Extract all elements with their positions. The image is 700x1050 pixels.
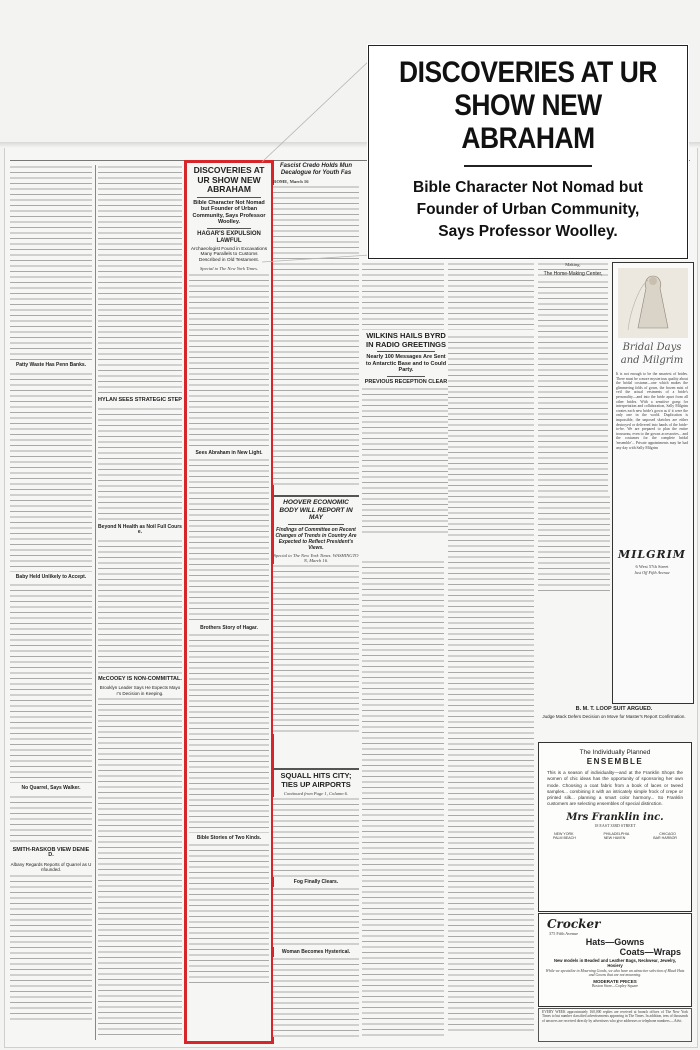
article-deck: Bible Character Not Nomad but Founder of Urban Community, Says Professor Woolley.	[192, 199, 266, 225]
crocker-line-5: MODERATE PRICES	[593, 978, 637, 984]
hoover-article	[273, 495, 359, 765]
franklin-address: 18 EAST 33RD STREET	[594, 822, 636, 828]
squall-body-c	[273, 957, 359, 1037]
wilkins-article	[362, 330, 450, 560]
hoover-body	[273, 564, 359, 734]
bridal-ad-title-1: Bridal Days	[622, 342, 682, 353]
wilkins-deck: Nearly 100 Messages Are Sent to Antarctic Base and to Could Party.	[365, 354, 447, 373]
franklin-city: PHILADELPHIA	[603, 832, 630, 837]
column-5-text	[448, 335, 534, 1035]
crocker-line-2: Coats—Wraps	[619, 946, 681, 957]
left-subhead-6: SMITH-RASKOB VIEW DENIED.	[12, 846, 90, 858]
milgrim-address-2: Just Off Fifth Avenue	[634, 570, 670, 575]
squall-subhead: Fog Finally Clears.	[293, 878, 339, 885]
loop-subdeck: Judge Mack Defers Decision on Move for Master's Report Confirmation.	[542, 714, 686, 719]
crocker-line-1: Hats—Gowns	[585, 936, 645, 947]
left-subhead-2: Baby Held Unlikely to Accept.	[15, 573, 87, 580]
wilkins-body	[362, 387, 450, 537]
headline-callout	[368, 45, 688, 259]
hoover-top-rule	[273, 495, 359, 497]
bridal-ad-title-2: and Milgrim	[620, 355, 684, 366]
loop-headline: B. M. T. LOOP SUIT ARGUED.	[575, 706, 653, 712]
callout-rule	[464, 165, 592, 167]
squall-article	[273, 768, 359, 1040]
franklin-city: NEW YORK	[553, 832, 574, 837]
bridal-ad-body: It is not enough to be the smartest of brides. There must be a more mysterious quality about the bridal costume—one which makes the glimmering folds of gown, the frozen mist of veil the actual vestments of a bride's personality—and into the bride apart from all other brides. With a sensitive grasp for interpretation and collaboration, Sally Milgrim creates each new bride's gown as if it were the only one in the world. Duplication is impossible, the unposed sketches are either destroyed or delivered into hands of the bride-to-be. We are prepared to plan the entire trousseau, even to the gowns accessories... and the costumes for the complete bridal 'ensemble'... Private appointments may be had any day with Sally Milgrim	[616, 372, 688, 450]
franklin-city: CHICAGO	[659, 832, 676, 837]
crocker-address: 375 Fifth Avenue	[549, 931, 578, 936]
callout-deck-line-1: Bible Character Not Nomad but	[413, 178, 643, 196]
left-subhead-8: McCOOEY IS NON-COMMITTAL.	[98, 675, 182, 682]
left-subhead-9: Brooklyn Leader Says He Expects Mayor's Decision in Keeping.	[99, 685, 181, 696]
wine-body	[538, 280, 608, 493]
left-column-body-c	[10, 583, 92, 783]
wine-text: Making.	[565, 262, 581, 267]
loop-body-a	[538, 495, 610, 595]
loop-article	[538, 495, 610, 705]
article-subhead-4: Bible Stories of Two Kinds.	[196, 835, 262, 842]
callout-deck-line-2: Founder of Urban Community,	[416, 200, 640, 218]
squall-subhead-2: Woman Becomes Hysterical.	[281, 948, 351, 955]
left-column-2-body-b	[98, 407, 182, 522]
hoover-headline: HOOVER ECONOMIC BODY WILL REPORT IN MAY	[279, 499, 353, 521]
left-column-body-d	[10, 795, 92, 845]
hoover-dateline: Special to The New York Times. WASHINGTON, March 16.	[273, 552, 359, 563]
franklin-intro: The Individually Planned	[579, 749, 651, 756]
franklin-brand: Mrs Franklin inc.	[566, 811, 664, 823]
crocker-line-4: While we specialize in Mourning Goods, we also have an attractive selection of Black Hats and Gowns that are not mourning.	[545, 968, 685, 978]
crocker-line-3: New models in Beaded and Leather Bags, Neckwear, Jewelry, Hosiery	[553, 957, 677, 968]
franklin-city: PALM BEACH	[552, 836, 576, 841]
article-subdeck: Archaeologist Found in Excavations Many Parallels to Customs Described in Old Testament.	[190, 246, 268, 264]
wilkins-headline: WILKINS HAILS BYRD IN RADIO GREETINGS	[365, 331, 446, 349]
article-subhead-2: Sees Abraham in New Light.	[195, 450, 263, 457]
franklin-ad	[538, 742, 692, 912]
franklin-cities-row-2	[539, 836, 691, 840]
wilkins-subhead: PREVIOUS RECEPTION CLEAR	[364, 378, 448, 385]
article-headline: DISCOVERIES AT UR SHOW NEW ABRAHAM	[193, 165, 265, 194]
left-subhead-3: HYLAN SEES STRATEGIC STEP	[98, 397, 182, 403]
callout-headline-line-2: SHOW NEW ABRAHAM	[454, 89, 602, 155]
article-subhead-3: Brothers Story of Hagar.	[200, 625, 258, 632]
wine-headline: The Home-Making Center,	[543, 270, 603, 277]
article-body-d	[189, 843, 269, 983]
crocker-ad	[538, 913, 692, 1007]
squall-body-a	[273, 797, 359, 877]
franklin-city: BAR HARBOR	[653, 836, 678, 841]
wilkins-rule	[377, 351, 435, 352]
franklin-body: This is a season of individuality—and at the Franklin Shops the women of chic ideas has the opportunity of sponsoring her own mode. Choosing a coat fabric from a book of laces or tweed samples... combining it with an intricately simple frock of crepe or printed silk... planning a smart color harmony... So Franklin customers are selecting ensembles of special distinction.	[547, 770, 683, 807]
left-subhead-7: Albany Regards Reports of Quarrel as Unfounded.	[10, 861, 92, 872]
left-subhead-1: Patty Waste Has Penn Banks.	[15, 362, 87, 368]
callout-deck-line-3: Says Professor Woolley.	[438, 222, 618, 240]
want-ads-text: EVERY WEEK approximately 160,000 replies are received at branch offices of The New York Times to but number classified advertisements appearing in The Times. In addition, tens of thousands of answers are received directly by advertisers who give addresses or telephone numbers.—Advt.	[542, 1010, 688, 1023]
milgrim-address-1: 6 West 57th Street	[635, 564, 669, 569]
column-4-lower	[362, 560, 444, 1040]
fascist-headline: Fascist Credo Holds Mun Decalogue for Youth Fas	[279, 163, 352, 176]
left-column-body-b	[10, 372, 92, 572]
article-dateline: Special to The New York Times.	[199, 265, 259, 271]
squall-headline: SQUALL HITS CITY; TIES UP AIRPORTS	[280, 771, 352, 789]
article-body-c	[189, 633, 269, 833]
left-subhead-5: No Quarrel, Says Walker.	[21, 785, 81, 791]
left-column-2-body-c	[98, 539, 182, 674]
crocker-line-6: Boston Store—Copley Square	[592, 983, 638, 988]
callout-headline-line-1: DISCOVERIES AT UR	[398, 56, 658, 89]
hoover-deck: Findings of Committee on Recent Changes of Trends in Country Are Expected to Reflect President's Views.	[275, 526, 357, 551]
franklin-city: NEW HAVEN	[603, 836, 626, 841]
article-subhead: HAGAR'S EXPULSION LAWFUL	[197, 230, 261, 244]
squall-top-rule	[273, 768, 359, 770]
left-column-body-e	[10, 874, 92, 1024]
milgrim-brand: MILGRIM	[618, 548, 686, 561]
fascist-dateline: ROME, March 16	[273, 179, 309, 184]
wilkins-rule	[387, 376, 425, 377]
want-ads-notice	[538, 1008, 692, 1042]
squall-continued: Continued from Page 1, Column 6.	[283, 791, 349, 796]
crocker-brand: Crocker	[547, 917, 601, 931]
article-body-b	[189, 458, 269, 623]
franklin-title: ENSEMBLE	[586, 757, 644, 766]
hoover-rule	[288, 524, 344, 525]
squall-body-b	[273, 887, 359, 947]
left-column-2-body-d	[98, 697, 182, 1037]
left-subhead-4: Beyond N Health as Noil Full Course.	[98, 523, 182, 535]
